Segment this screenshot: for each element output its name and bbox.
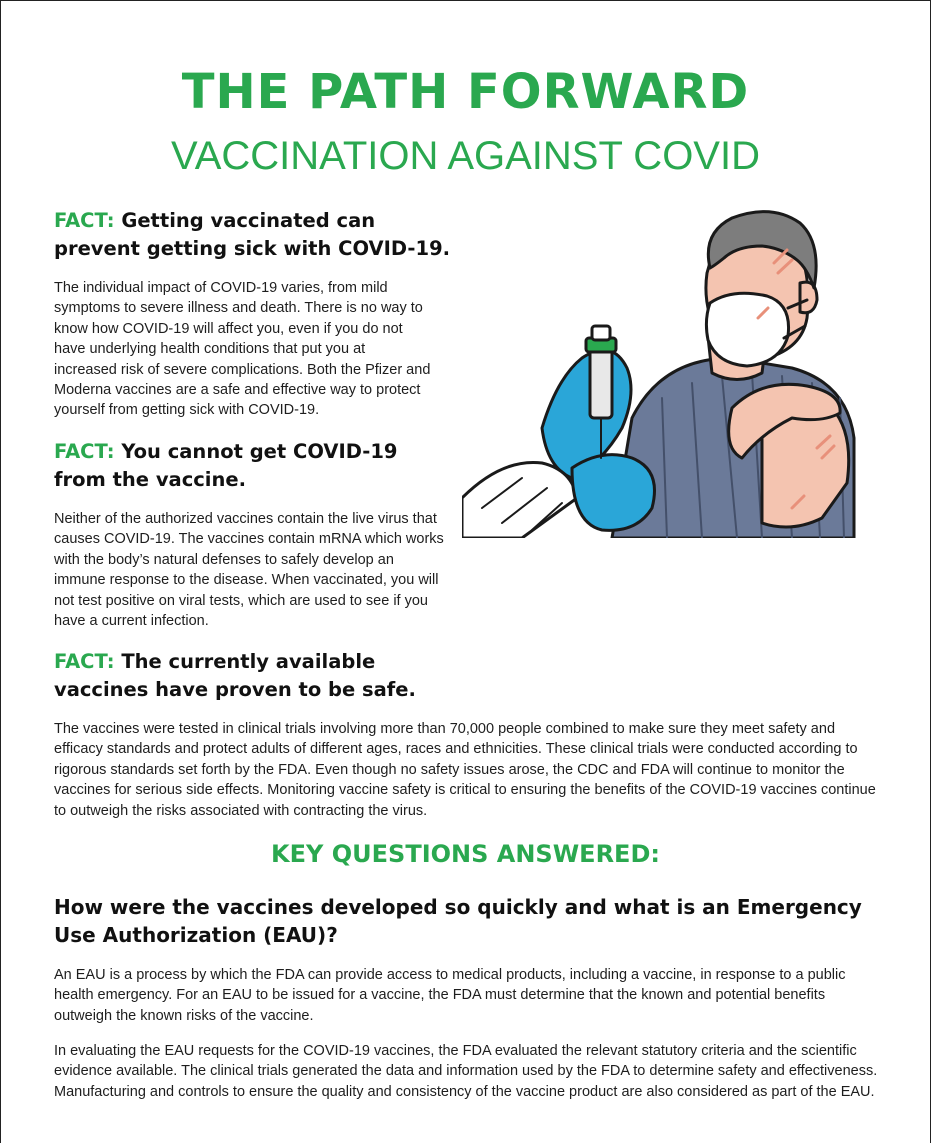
fact-heading-text: You cannot get COVID-19 <box>114 440 398 463</box>
fact-heading-text: Getting vaccinated can <box>114 209 376 232</box>
fact-heading-1 <box>54 207 454 263</box>
fact-heading-text: The currently available <box>114 650 376 673</box>
page-subtitle: VACCINATION AGAINST COVID <box>171 134 760 178</box>
fact-tag: FACT: <box>54 440 115 463</box>
page-title: THE PATH FORWARD <box>181 64 750 120</box>
fact-heading-3 <box>54 648 474 704</box>
answer-paragraph-2: In evaluating the EAU requests for the COVID-19 vaccines, the FDA evaluated the relevant statutory criteria and the scientific evidence available. The clinical trials generated the data and information used by the FDA to determine safety and effectiveness. Manufacturing and controls to ensure the quality and consistency of the vaccine product are also considered as part of the EAU. <box>54 1043 878 1100</box>
fact-heading-text: prevent getting sick with COVID-19. <box>54 237 451 260</box>
fact-tag: FACT: <box>54 650 115 673</box>
fact-tag: FACT: <box>54 209 115 232</box>
fact-heading-text: vaccines have proven to be safe. <box>54 678 416 701</box>
fact-heading-text: from the vaccine. <box>54 468 247 491</box>
vaccination-illustration-icon <box>462 208 862 538</box>
question-heading: How were the vaccines developed so quickly and what is an Emergency Use Authorization (EAU)? <box>54 895 862 947</box>
fact-body-2: Neither of the authorized vaccines contain the live virus that causes COVID-19. The vaccines contain mRNA which works with the body’s natural defenses to safely develop an immune response to the disease. When vaccinated, you will not test positive on viral tests, which are used to see if you have a current infection. <box>54 511 444 630</box>
fact-body-1: The individual impact of COVID-19 varies, from mild symptoms to severe illness and death. There is no way to know how COVID-19 will affect you, even if you do not have underlying health conditions that put you at increased risk of severe complications. Both the Pfizer and Moderna vaccines are a safe and effective way to protect yourself from getting sick with COVID-19. <box>54 280 431 419</box>
answer-paragraph-1: An EAU is a process by which the FDA can provide access to medical products, including a vaccine, in response to a public health emergency. For an EAU to be issued for a vaccine, the FDA must determine that the known and potential benefits outweigh the known risks of the vaccine. <box>54 967 846 1024</box>
key-questions-title: KEY QUESTIONS ANSWERED: <box>271 840 660 868</box>
fact-heading-2 <box>54 438 454 494</box>
fact-body-3: The vaccines were tested in clinical trials involving more than 70,000 people combined to make sure they meet safety and efficacy standards and protect adults of different ages, races and ethnicities. These clinical trials were conducted according to rigorous standards set forth by the FDA. Even though no safety issues arose, the CDC and FDA will continue to monitor the vaccines for serious side effects. Monitoring vaccine safety is critical to ensuring the benefits of the COVID-19 vaccines continue to outweigh the risks associated with contracting the virus. <box>54 721 876 819</box>
